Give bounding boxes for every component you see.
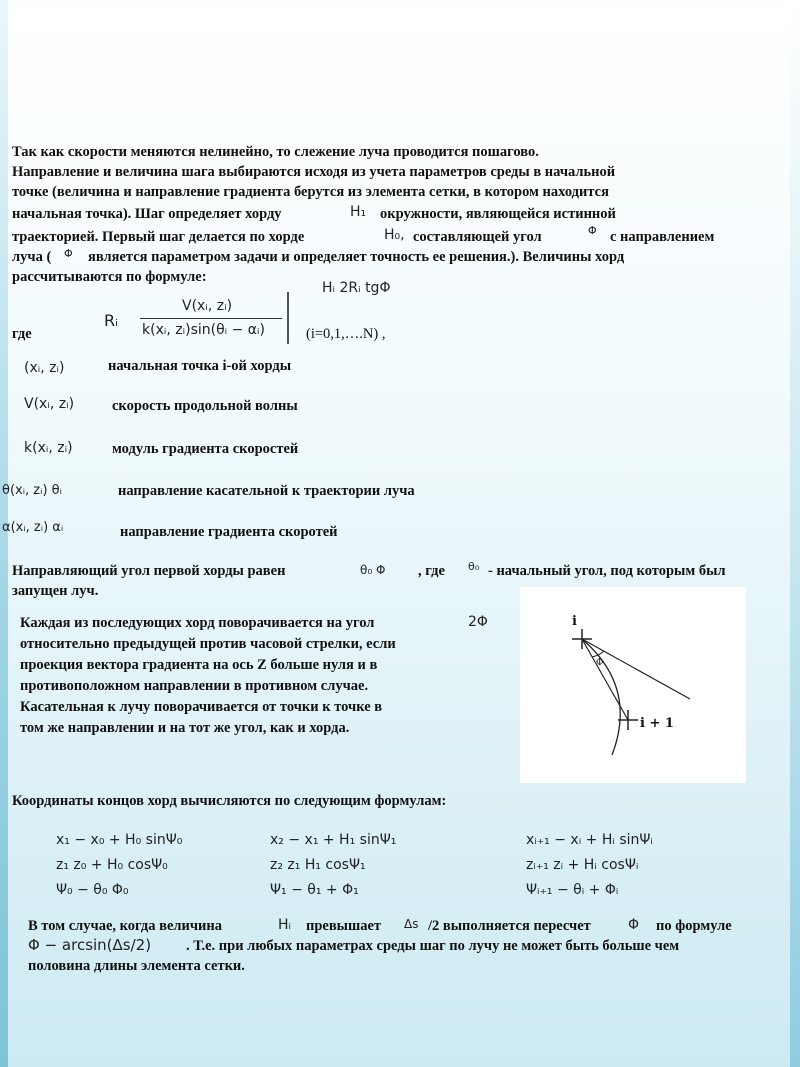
direction-theta0: θ₀: [468, 560, 480, 573]
coord-col3-row3: Ψᵢ₊₁ − θᵢ + Φᵢ: [526, 882, 619, 898]
formula-radius-symbol: Rᵢ: [104, 311, 118, 330]
intro-line-2: Направление и величина шага выбираются исходя из учета параметров среды в начальной: [12, 164, 616, 180]
coord-col3-row1: xᵢ₊₁ − xᵢ + Hᵢ sinΨᵢ: [526, 832, 653, 848]
rotation-line-1: Каждая из последующих хорд поворачивается на угол: [20, 615, 375, 631]
final-phi: Φ: [628, 917, 640, 933]
figure-label-i1: i + 1: [640, 716, 674, 731]
final-h: Hᵢ: [278, 917, 292, 933]
rotation-two-phi: 2Φ: [468, 614, 488, 630]
def-symbol-gradient-direction: α(xᵢ, zᵢ) αᵢ: [2, 520, 64, 535]
rotation-line-3: проекция вектора градиента на ось Z больше нуля и в: [20, 657, 378, 673]
final-text-c: /2 выполняется пересчет: [428, 918, 591, 934]
intro-line-3: точке (величина и направление градиента берутся из элемента сетки, в котором находится: [12, 184, 609, 200]
inline-phi-2: Φ: [64, 247, 73, 260]
rotation-line-4: противоположном направлении в противном случае.: [20, 678, 369, 694]
formula-denominator: k(xᵢ, zᵢ)sin(θᵢ − αᵢ): [142, 322, 265, 338]
direction-text-d: запущен луч.: [12, 583, 99, 599]
def-symbol-velocity: V(xᵢ, zᵢ): [24, 396, 75, 412]
inline-phi: Φ: [588, 224, 597, 237]
coord-col1-row1: x₁ − x₀ + H₀ sinΨ₀: [56, 832, 183, 848]
intro-line-4b: окружности, являющейся истинной: [380, 206, 616, 222]
inline-h0: H₀,: [384, 227, 405, 243]
def-text-start-point: начальная точка i-ой хорды: [108, 358, 292, 374]
intro-line-5a: траекторией. Первый шаг делается по хорде: [12, 229, 305, 245]
chord-diagram: [520, 587, 746, 783]
intro-line-5b: составляющей угол: [413, 229, 542, 245]
direction-text-a: Направляющий угол первой хорды равен: [12, 563, 286, 579]
intro-line-6b: является параметром задачи и определяет точность ее решения.). Величины хорд: [88, 249, 625, 265]
where-label: где: [12, 326, 32, 342]
coord-col2-row1: x₂ − x₁ + H₁ sinΨ₁: [270, 832, 397, 848]
def-symbol-start-point: (xᵢ, zᵢ): [24, 360, 65, 376]
inline-h1: H₁: [350, 204, 367, 220]
coord-col1-row3: Ψ₀ − θ₀ Φ₀: [56, 882, 129, 898]
intro-line-4a: начальная точка). Шаг определяет хорду: [12, 206, 282, 222]
final-ds: Δs: [404, 917, 419, 931]
right-frame-border: [790, 0, 800, 1067]
rotation-line-2: относительно предыдущей против часовой стрелки, если: [20, 636, 396, 652]
def-text-gradient-direction: направление градиента скоротей: [120, 524, 338, 540]
def-symbol-tangent: θ(xᵢ, zᵢ) θᵢ: [2, 483, 62, 498]
def-text-tangent: направление касательной к траектории луча: [118, 483, 415, 499]
final-text-e: . Т.е. при любых параметрах среды шаг по лучу не может быть больше чем: [186, 938, 680, 954]
tangent-line: [582, 639, 690, 699]
coords-heading: Координаты концов хорд вычисляются по следующим формулам:: [12, 793, 447, 809]
intro-line-6a: луча (: [12, 249, 52, 265]
intro-line-7: рассчитываются по формуле:: [12, 269, 207, 285]
def-text-gradient-modulus: модуль градиента скоростей: [112, 441, 299, 457]
intro-line-1: Так как скорости меняются нелинейно, то слежение луча проводится пошагово.: [12, 144, 539, 160]
direction-text-c: - начальный угол, под которым был: [488, 563, 726, 579]
def-symbol-gradient-modulus: k(xᵢ, zᵢ): [24, 440, 73, 456]
final-text-f: половина длины элемента сетки.: [28, 958, 245, 974]
direction-formula: θ₀ Φ: [360, 563, 386, 577]
coord-col2-row3: Ψ₁ − θ₁ + Φ₁: [270, 882, 359, 898]
index-range: (i=0,1,….N) ,: [306, 326, 386, 342]
final-text-b: превышает: [306, 918, 382, 934]
coord-col1-row2: z₁ z₀ + H₀ cosΨ₀: [56, 857, 168, 873]
figure-label-i: i: [572, 614, 577, 629]
direction-text-b: , где: [418, 563, 445, 579]
formula-bracket: [287, 292, 289, 344]
coord-col2-row2: z₂ z₁ H₁ cosΨ₁: [270, 857, 366, 873]
fraction-line: [140, 318, 282, 319]
intro-line-5c: с направлением: [610, 229, 715, 245]
rotation-line-6: том же направлении и на тот же угол, как и хорда.: [20, 720, 350, 736]
formula-numerator: V(xᵢ, zᵢ): [182, 298, 233, 314]
final-text-a: В том случае, когда величина: [28, 918, 223, 934]
formula-chord-length: Hᵢ 2Rᵢ tgΦ: [322, 280, 391, 296]
rotation-line-5: Касательная к лучу поворачивается от точки к точке в: [20, 699, 383, 715]
coord-col3-row2: zᵢ₊₁ zᵢ + Hᵢ cosΨᵢ: [526, 857, 639, 873]
final-formula: Φ − arcsin(Δs/2): [28, 936, 152, 954]
final-text-d: по формуле: [656, 918, 732, 934]
figure-label-phi: Φ: [596, 658, 604, 668]
def-text-velocity: скорость продольной волны: [112, 398, 298, 414]
